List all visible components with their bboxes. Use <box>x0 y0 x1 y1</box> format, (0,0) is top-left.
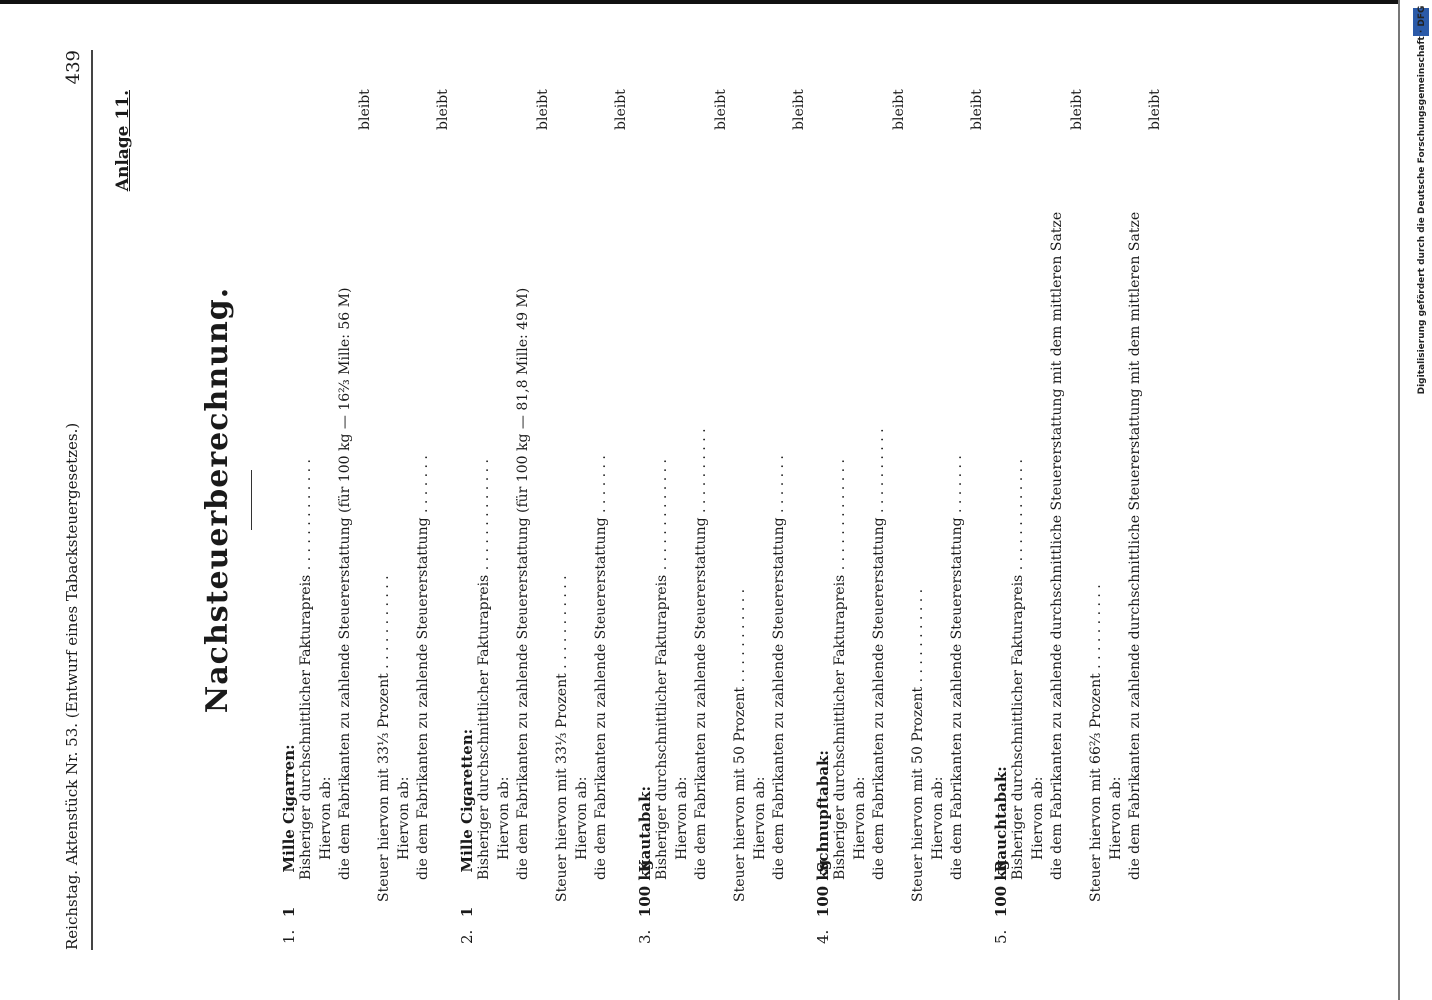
calc-line-text: Steuer hiervon mit 33⅓ Prozent . . . . . . . . . . . <box>554 575 570 902</box>
calc-line-text: die dem Fabrikanten zu zahlende Steuererstattung (für 100 kg — 16⅔ Mille: 56 M) <box>337 287 353 880</box>
section-name: Rauchtabak: <box>992 766 1010 873</box>
section-3 <box>636 10 814 990</box>
section-heading <box>814 750 832 944</box>
calc-line-text: Hiervon ab: <box>751 776 768 860</box>
calc-line-text: Hiervon ab: <box>929 776 946 860</box>
section-quantity: 1 <box>280 906 298 918</box>
remainder-label: bleibt <box>612 89 629 130</box>
section-number: 5. <box>992 929 1010 944</box>
section-name: Kautabak: <box>636 785 654 873</box>
calc-line-text: die dem Fabrikanten zu zahlende Steuererstattung . . . . . . . <box>415 455 431 880</box>
calc-line-text: Hiervon ab: <box>495 776 512 860</box>
calc-line-text: Bisheriger durchschnittlicher Fakturapreis . . . . . . . . . . . . . <box>476 459 492 880</box>
section-quantity: 100 kg <box>814 859 832 918</box>
section-1 <box>280 10 458 990</box>
header-rule <box>91 50 93 950</box>
calc-line-text: Hiervon ab: <box>395 776 412 860</box>
section-name: Mille Cigarren: <box>280 744 298 873</box>
page-title: Nachsteuerberechnung. <box>200 286 235 714</box>
remainder-label: bleibt <box>434 89 451 130</box>
document-page <box>25 10 1365 990</box>
section-4 <box>814 10 992 990</box>
calc-line-text: Hiervon ab: <box>1029 776 1046 860</box>
digitization-credit: Digitalisierung gefördert durch die Deutsche Forschungsgemeinschaft · DFG <box>1417 5 1427 395</box>
appendix-label: Anlage 11. <box>113 90 133 192</box>
section-heading <box>992 766 1010 944</box>
calc-line-text: die dem Fabrikanten zu zahlende Steuererstattung . . . . . . . <box>949 455 965 880</box>
calc-line-text: die dem Fabrikanten zu zahlende Steuererstattung (für 100 kg — 81,8 Mille: 49 M) <box>515 287 531 880</box>
remainder-label: bleibt <box>968 89 985 130</box>
calc-line-text: Hiervon ab: <box>573 776 590 860</box>
remainder-label: bleibt <box>356 89 373 130</box>
remainder-label: bleibt <box>534 89 551 130</box>
calc-line-text: Steuer hiervon mit 50 Prozent . . . . . . . . . . . <box>910 588 926 902</box>
remainder-label: bleibt <box>1146 89 1163 130</box>
calc-line-text: die dem Fabrikanten zu zahlende durchschnittliche Steuererstattung mit dem mittleren Satze <box>1127 211 1143 880</box>
section-5 <box>992 10 1170 990</box>
section-number: 4. <box>814 929 832 944</box>
section-quantity: 1 <box>458 906 476 918</box>
calc-line-text: die dem Fabrikanten zu zahlende Steuererstattung . . . . . . . . . . <box>871 428 887 880</box>
section-name: Schnupftabak: <box>814 750 832 873</box>
calc-line-text: Hiervon ab: <box>673 776 690 860</box>
title-rule <box>251 470 252 530</box>
calc-line-text: Hiervon ab: <box>851 776 868 860</box>
calc-line-text: die dem Fabrikanten zu zahlende Steuererstattung . . . . . . . <box>593 455 609 880</box>
section-quantity: 100 kg <box>992 859 1010 918</box>
scan-edge-right <box>1398 0 1400 1000</box>
calc-line-text: die dem Fabrikanten zu zahlende durchschnittliche Steuererstattung mit dem mittleren Satze <box>1049 211 1065 880</box>
calc-line-text: Steuer hiervon mit 33⅓ Prozent . . . . . . . . . . . <box>376 575 392 902</box>
section-number: 3. <box>636 929 654 944</box>
section-heading <box>458 729 476 944</box>
running-header <box>63 50 93 950</box>
section-number: 2. <box>458 929 476 944</box>
calc-line-text: die dem Fabrikanten zu zahlende Steuererstattung . . . . . . . <box>771 455 787 880</box>
remainder-label: bleibt <box>890 89 907 130</box>
calc-line-text: Steuer hiervon mit 66⅔ Prozent . . . . . . . . . . <box>1088 584 1104 902</box>
section-quantity: 100 kg <box>636 859 654 918</box>
section-2 <box>458 10 636 990</box>
calc-line-text: Bisheriger durchschnittlicher Fakturapreis . . . . . . . . . . . . . <box>832 459 848 880</box>
section-name: Mille Cigaretten: <box>458 728 476 873</box>
calc-line-text: Steuer hiervon mit 50 Prozent . . . . . . . . . . . <box>732 588 748 902</box>
page-number: 439 <box>63 50 84 85</box>
calc-line-text: Bisheriger durchschnittlicher Fakturapreis . . . . . . . . . . . . . <box>654 459 670 880</box>
calc-line-text: Hiervon ab: <box>1107 776 1124 860</box>
calc-line-text: die dem Fabrikanten zu zahlende Steuererstattung . . . . . . . . . . <box>693 428 709 880</box>
section-heading <box>280 744 298 944</box>
header-left-text: Reichstag. Aktenstück Nr. 53. (Entwurf eines Tabacksteuergesetzes.) <box>63 422 81 950</box>
remainder-label: bleibt <box>790 89 807 130</box>
section-heading <box>636 786 654 944</box>
calc-line-text: Bisheriger durchschnittlicher Fakturapreis . . . . . . . . . . . . . <box>1010 459 1026 880</box>
section-number: 1. <box>280 929 298 944</box>
calc-line-text: Bisheriger durchschnittlicher Fakturapreis . . . . . . . . . . . . . <box>298 459 314 880</box>
remainder-label: bleibt <box>1068 89 1085 130</box>
calc-line-text: Hiervon ab: <box>317 776 334 860</box>
remainder-label: bleibt <box>712 89 729 130</box>
